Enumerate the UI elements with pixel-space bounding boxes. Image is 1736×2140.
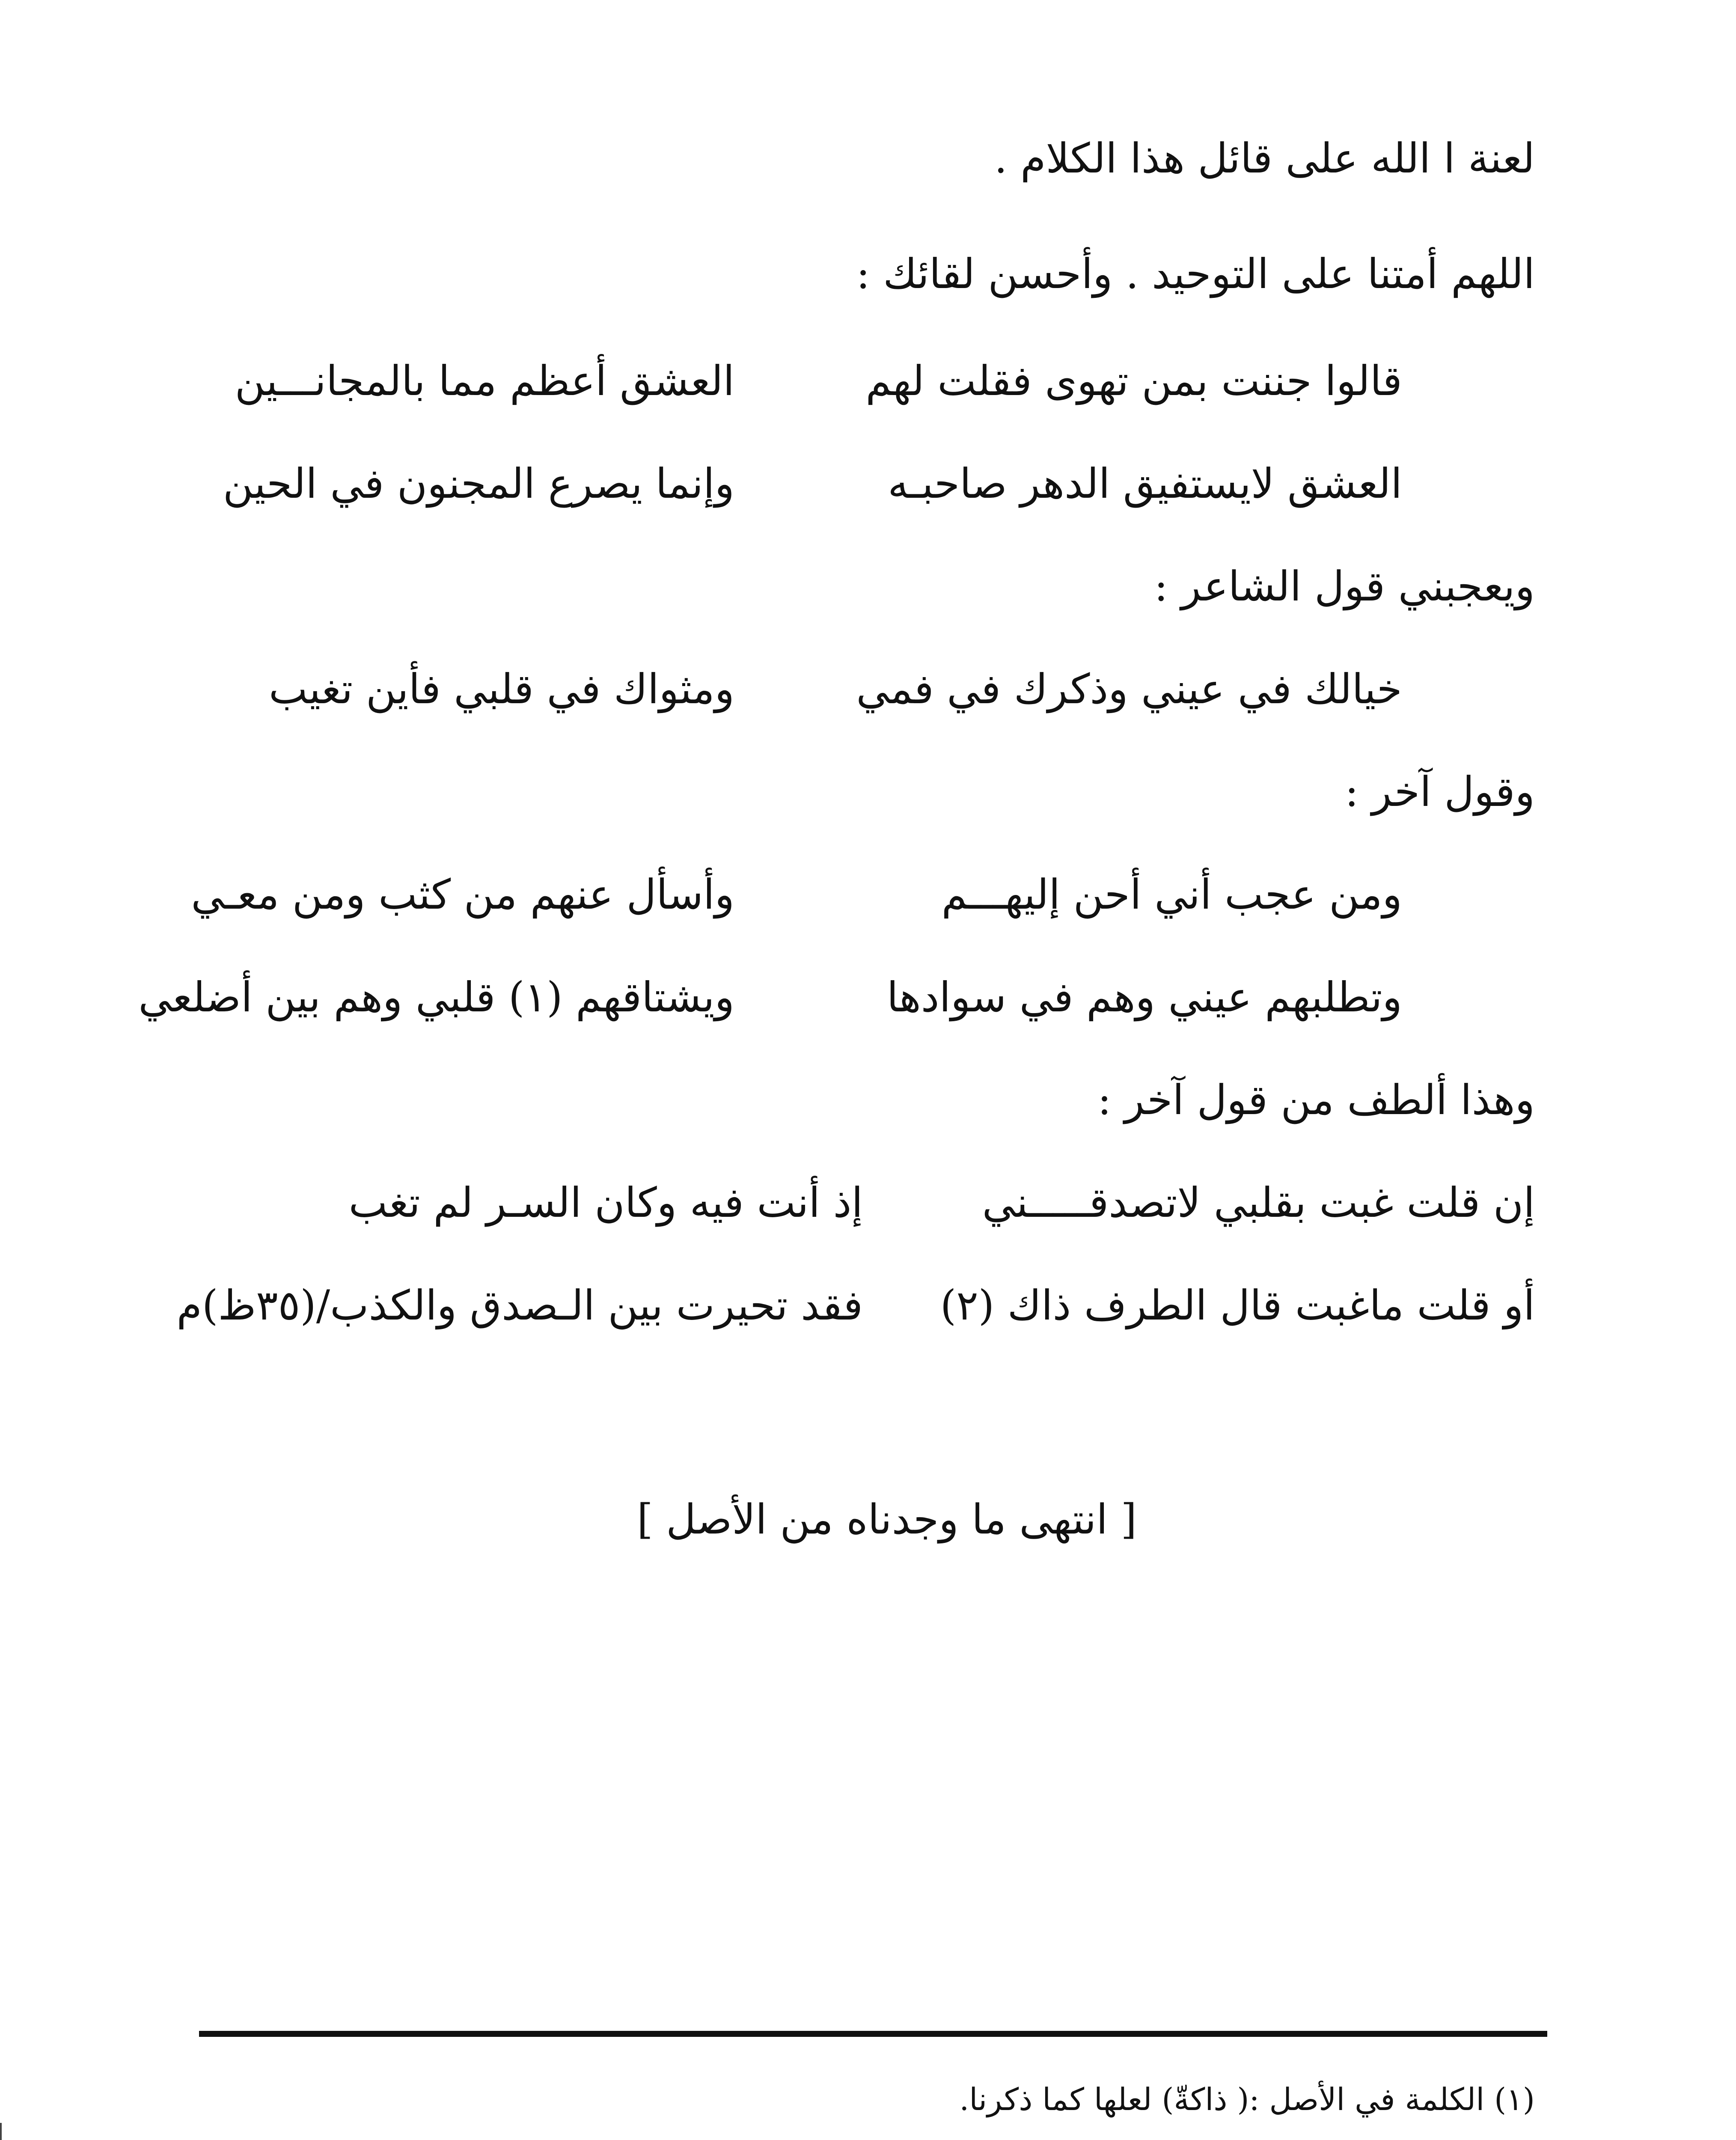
verse-5-first-hemistich: وتطلبهم عيني وهم في سوادها: [886, 973, 1402, 1021]
text-line-curse: لعنة ا الله على قائل هذا الكلام .: [994, 134, 1535, 182]
verse-7-first-hemistich: أو قلت ماغبت قال الطرف ذاك (٢): [940, 1281, 1535, 1329]
verse-4-first-hemistich: ومن عجب أني أحن إليهـــم: [941, 871, 1402, 918]
scan-margin-line: [0, 2123, 2, 2140]
footnote-1: (١) الكلمة في الأصل :( ذاكةّ) لعلها كما ذكرنا.: [959, 2081, 1535, 2117]
text-line-finer-intro: وهذا ألطف من قول آخر :: [1097, 1076, 1535, 1124]
verse-3-second-hemistich: ومثواك في قلبي فأين تغيب: [269, 665, 734, 713]
footnote-separator: [199, 2031, 1547, 2037]
verse-7-second-hemistich: فقد تحيرت بين الـصدق والكذب/(٣٥ظ)م: [176, 1281, 863, 1329]
verse-2-first-hemistich: العشق لايستفيق الدهر صاحبـه: [888, 460, 1402, 508]
text-line-other-intro: وقول آخر :: [1345, 768, 1535, 816]
end-of-source-note: [ انتهى ما وجدناه من الأصل ]: [637, 1495, 1137, 1543]
verse-1-second-hemistich: العشق أعظم مما بالمجانـــين: [235, 357, 734, 405]
text-line-prayer: اللهم أمتنا على التوحيد . وأحسن لقائك :: [856, 250, 1535, 298]
verse-4-second-hemistich: وأسأل عنهم من كثب ومن معـي: [191, 871, 734, 918]
verse-1-first-hemistich: قالوا جننت بمن تهوى فقلت لهم: [865, 357, 1402, 405]
verse-2-second-hemistich: وإنما يصرع المجنون في الحين: [223, 460, 734, 508]
verse-3-first-hemistich: خيالك في عيني وذكرك في فمي: [856, 665, 1402, 713]
verse-6-first-hemistich: إن قلت غبت بقلبي لاتصدقـــــني: [982, 1179, 1535, 1227]
text-line-poet-intro: ويعجبني قول الشاعر :: [1154, 562, 1535, 610]
verse-6-second-hemistich: إذ أنت فيه وكان السـر لم تغب: [348, 1179, 863, 1227]
verse-5-second-hemistich: ويشتاقهم (١) قلبي وهم بين أضلعي: [138, 973, 734, 1021]
